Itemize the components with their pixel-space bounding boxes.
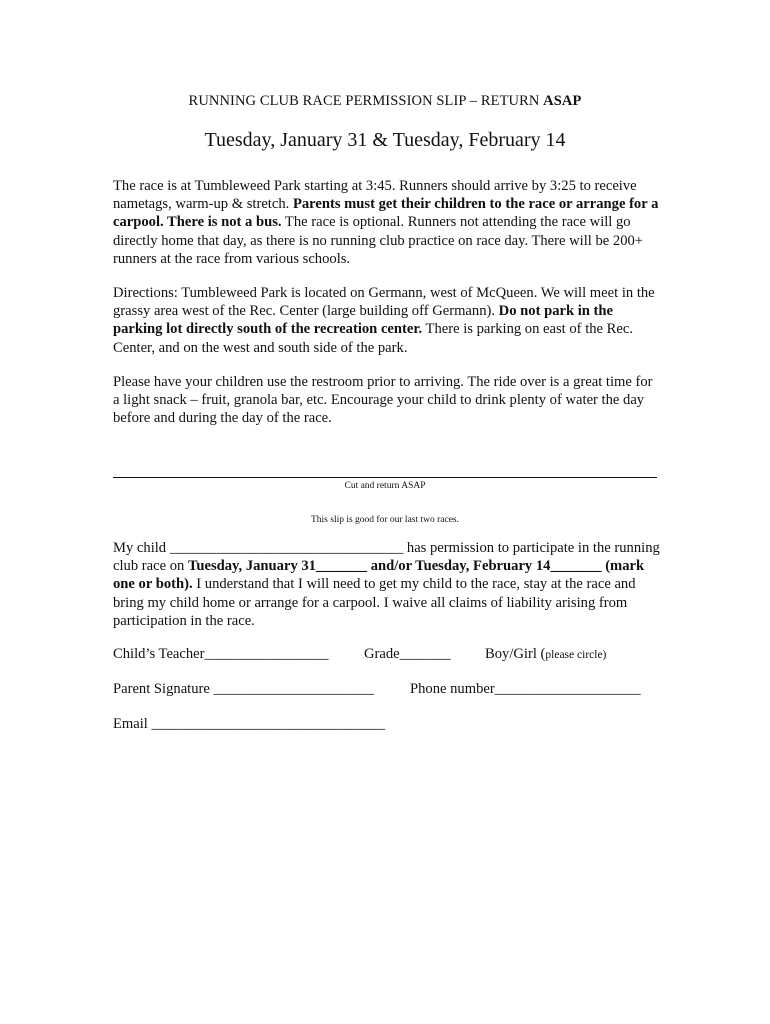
phone-number-field[interactable]: Phone number____________________ xyxy=(410,681,641,697)
restroom-paragraph: Please have your children use the restroom prior to arriving. The ride over is a great time for a light snack – fruit, granola bar, etc. Encourage your child to drink plenty of water the day before and during the day of the race. xyxy=(113,374,653,427)
slip-validity-note: This slip is good for our last two races. xyxy=(310,515,460,525)
grade-field[interactable]: Grade_______ xyxy=(364,646,451,662)
heading-asap: ASAP xyxy=(543,93,582,109)
race-info-paragraph xyxy=(113,177,661,268)
race-info-text-2: The race is optional. Runners not attending the race will go directly home that day, as there is no running club practice on race day. There will be 200+ runners at the race from various schools. xyxy=(113,214,644,267)
teacher-field[interactable]: Child’s Teacher_________________ xyxy=(113,646,329,662)
slip-heading xyxy=(0,93,770,110)
permission-bold: Tuesday, January 31_______ and/or Tuesday, February 14_______ (mark one or both). xyxy=(113,558,645,593)
permission-text-2: I understand that I will need to get my child to the race, stay at the race and bring my child home or arrange for a carpool. I waive all claims of liability arising from participation in the race. xyxy=(113,576,636,629)
directions-text-1: Directions: Tumbleweed Park is located on Germann, west of McQueen. We will meet in the grassy area west of the Rec. Center (large building off Germann). xyxy=(113,285,655,320)
directions-bold: Do not park in the parking lot directly south of the recreation center. xyxy=(113,303,614,338)
permission-text-1: My child ________________________________ has permission to participate in the running club race on xyxy=(113,540,660,575)
permission-paragraph xyxy=(113,539,661,630)
cut-line xyxy=(113,477,657,478)
cut-label: Cut and return ASAP xyxy=(344,481,426,491)
boy-girl-field[interactable] xyxy=(485,646,606,663)
parent-signature-field[interactable]: Parent Signature ______________________ xyxy=(113,681,375,697)
race-info-bold: Parents must get their children to the race or arrange for a carpool. There is not a bus. xyxy=(113,196,659,231)
race-dates: Tuesday, January 31 & Tuesday, February 14 xyxy=(204,129,566,151)
directions-text-2: There is parking on east of the Rec. Center, and on the west and south side of the park. xyxy=(113,321,634,356)
email-field[interactable]: Email ________________________________ xyxy=(113,716,386,732)
race-info-text-1: The race is at Tumbleweed Park starting at 3:45. Runners should arrive by 3:25 to receive nametags, warm-up & stretch. xyxy=(113,178,637,213)
boy-girl-label: Boy/Girl ( xyxy=(485,646,546,662)
heading-text: RUNNING CLUB RACE PERMISSION SLIP – RETURN xyxy=(188,93,544,109)
directions-paragraph xyxy=(113,284,661,357)
boy-girl-note: please circle) xyxy=(545,649,607,661)
